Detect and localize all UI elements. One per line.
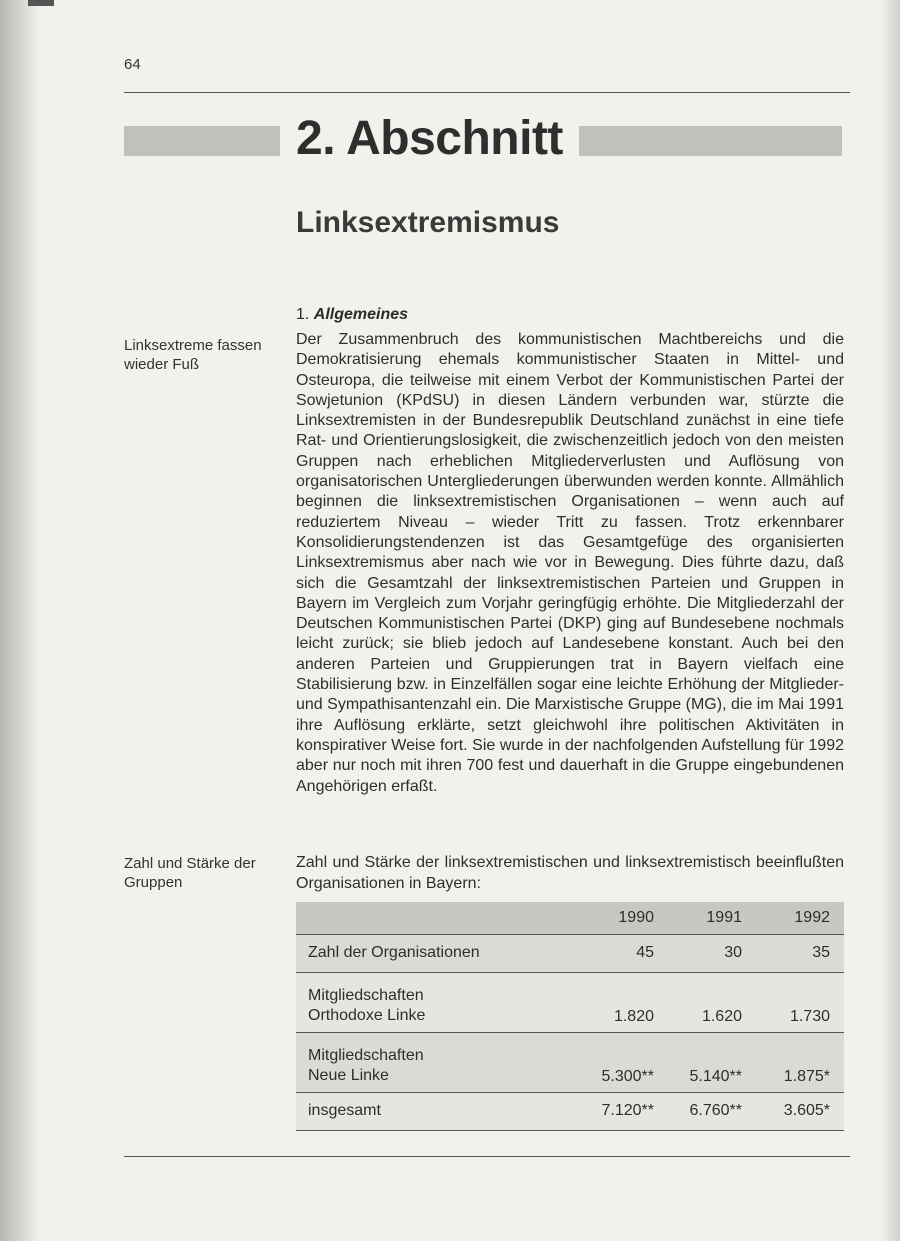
row-label-line: Neue Linke (308, 1066, 389, 1084)
row-label (296, 972, 580, 1032)
row-label-line: Mitgliedschaften (308, 1046, 424, 1064)
table-cell: 1.730 (789, 1007, 830, 1025)
body-paragraph: Der Zusammenbruch des kommunistischen Machtbereichs und die Demokratisierung ehemals kommunistischer Staaten in Mittel- und Osteuropa, die teilweise mit einem Verbot der Kommunistischen Partei der Sowjetunion (KPdSU) in diesen Ländern verbunden war, stürzte die Linksextremisten in der Bundesrepublik Deutschland zunächst in eine tiefe Rat- und Orientierungslosigkeit, die zwischenzeitlich jedoch von den meisten Gruppen nach erheblichen Mitgliederverlusten und Auflösung von organisatorischen Untergliederungen überwunden werden konnte. Allmählich beginnen die linksextremistischen Organisationen – wenn auch auf reduziertem Niveau – wieder Tritt zu fassen. Trotz erkennbarer Konsolidierungstendenzen ist das Gesamtgefüge des organisierten Linksextremismus aber nach wie vor in Bewegung. Dies führte dazu, daß sich die Gesamtzahl der linksextremistischen Parteien und Gruppen in Bayern im Vergleich zum Vorjahr geringfügig erhöhte. Die Mitgliederzahl der Deutschen Kommunistischen Partei (DKP) ging auf Bundesebene nochmals leicht zurück; sie blieb jedoch auf Landesebene konstant. Auch bei den anderen Parteien und Gruppierungen trat in Bayern vielfach eine Stabilisierung bzw. in Einzelfällen sogar eine leichte Erhöhung der Mitglieder- und Sympathisantenzahl ein. Die Marxistische Gruppe (MG), die im Mai 1991 ihre Auflösung erklärte, setzt gleichwohl ihre politischen Aktivitäten in konspirativer Weise fort. Sie wurde in der nachfolgenden Aufstellung für 1992 aber nur noch mit ihren 700 fest und dauerhaft in die Gruppe eingebundenen Angehörigen erfaßt. (296, 331, 844, 795)
section-number: 1. (296, 306, 310, 323)
year-header: 1991 (706, 908, 742, 926)
table-cell: 35 (812, 944, 830, 961)
section-title: Allgemeines (313, 306, 409, 323)
row-label: Zahl der Organisationen (308, 944, 480, 961)
table-header-label (296, 902, 580, 934)
table-cell: 1.620 (701, 1007, 742, 1025)
chapter-subtitle: Linksextremismus (296, 206, 560, 239)
chapter-title: 2. Abschnitt (280, 100, 579, 178)
section-heading (296, 306, 408, 324)
table-cell: 6.760** (689, 1102, 742, 1119)
table-row (296, 934, 844, 972)
table-intro: Zahl und Stärke der linksextremistischen und linksextremistisch beeinflußten Organisationen in Bayern: (296, 854, 844, 892)
year-header: 1990 (618, 908, 654, 926)
table-cell: 5.140** (689, 1067, 742, 1085)
statistics-table (296, 902, 844, 1131)
table-cell: 5.300** (601, 1067, 654, 1085)
table-header-row (296, 902, 844, 934)
page-edge-shadow (882, 0, 900, 1241)
table-row (296, 1032, 844, 1092)
margin-note-zahl-staerke: Zahl und Stärke der Gruppen (124, 855, 256, 891)
table-cell: 1.820 (613, 1007, 654, 1025)
table-cell: 30 (724, 944, 742, 961)
table-row (296, 972, 844, 1032)
binding-shadow (0, 0, 40, 1241)
table-cell: 3.605* (783, 1102, 830, 1119)
row-label-line: Orthodoxe Linke (308, 1006, 426, 1024)
table-row (296, 1092, 844, 1130)
table-cell: 7.120** (601, 1102, 654, 1119)
page-number: 64 (124, 56, 141, 73)
row-label: insgesamt (308, 1102, 381, 1119)
table-cell: 1.875* (783, 1067, 830, 1085)
row-label (296, 1032, 580, 1092)
row-label-line: Mitgliedschaften (308, 986, 424, 1004)
header-rule (124, 92, 850, 93)
year-header: 1992 (794, 908, 830, 926)
scan-mark (28, 0, 54, 6)
table-cell: 45 (636, 944, 654, 961)
footer-rule (124, 1156, 850, 1157)
margin-note-linksextreme: Linksextreme fassen wieder Fuß (124, 337, 262, 373)
